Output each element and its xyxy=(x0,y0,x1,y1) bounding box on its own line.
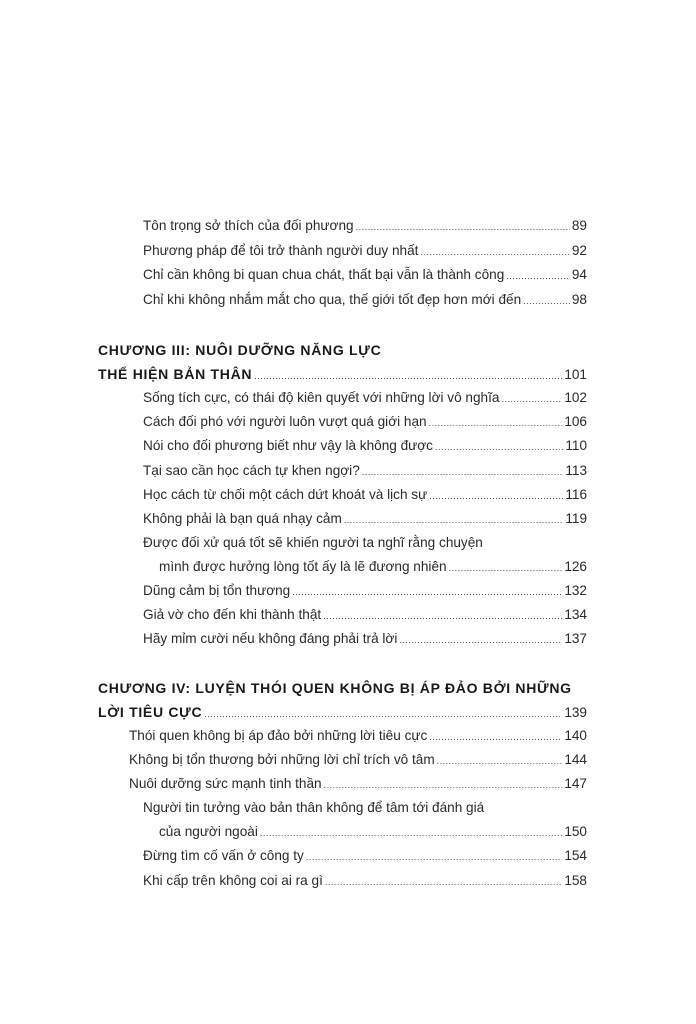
dot-leader xyxy=(429,491,563,501)
toc-entry-title: Phương pháp để tôi trở thành người duy nhất xyxy=(143,243,419,258)
toc-entry-page: 89 xyxy=(571,218,587,233)
dot-leader xyxy=(429,418,563,428)
dot-leader xyxy=(437,756,563,766)
toc-entry[interactable] xyxy=(143,583,587,598)
dot-leader xyxy=(260,828,562,838)
toc-entry[interactable] xyxy=(129,776,587,791)
chapter-page: 101 xyxy=(564,367,587,382)
toc-entry[interactable] xyxy=(143,607,587,622)
toc-entry-title: Không bị tổn thương bởi những lời chỉ trích vô tâm xyxy=(129,752,435,767)
toc-entry-page: 94 xyxy=(571,267,587,282)
toc-entry-page: 106 xyxy=(564,414,587,429)
toc-entry-title: Giả vờ cho đến khi thành thật xyxy=(143,607,322,622)
toc-entry-page: 158 xyxy=(564,873,587,888)
chapter-heading-line[interactable] xyxy=(98,366,587,382)
dot-leader xyxy=(362,467,564,477)
dot-leader xyxy=(449,563,563,573)
chapter-heading-title: THỂ HIỆN BẢN THÂN xyxy=(98,366,253,382)
toc-entry-title: Chỉ khi không nhắm mắt cho qua, thế giới tốt đẹp hơn mới đến xyxy=(143,292,522,307)
toc-entry[interactable] xyxy=(159,559,587,574)
toc-entry-title: mình được hưởng lòng tốt ấy là lẽ đương nhiên xyxy=(159,559,447,574)
toc-entry-page: 119 xyxy=(565,511,587,526)
toc-entry-title: của người ngoài xyxy=(159,824,258,839)
toc-entry[interactable] xyxy=(143,848,587,863)
toc-entry-page: 92 xyxy=(571,243,587,258)
toc-entry-title: Đừng tìm cố vấn ở công ty xyxy=(143,848,304,863)
chapter-heading-line[interactable] xyxy=(98,704,587,720)
toc-entry-page: 154 xyxy=(564,848,587,863)
toc-entry-title: Cách đối phó với người luôn vượt quá giới hạn xyxy=(143,414,427,429)
dot-leader xyxy=(325,877,562,887)
toc-entry-title: Dũng cảm bị tổn thương xyxy=(143,583,291,598)
dot-leader xyxy=(429,732,562,742)
toc-entry[interactable] xyxy=(143,218,587,233)
toc-entry-title: Tôn trọng sở thích của đối phương xyxy=(143,218,354,233)
toc-entry[interactable] xyxy=(143,438,587,453)
dot-leader xyxy=(344,515,564,525)
dot-leader xyxy=(523,296,570,306)
dot-leader xyxy=(435,442,563,452)
dot-leader xyxy=(420,247,569,257)
toc-entry-title-line[interactable]: Người tin tưởng vào bản thân không để tâm tới đánh giá xyxy=(143,800,485,815)
toc-entry[interactable] xyxy=(143,873,587,888)
toc-entry[interactable] xyxy=(143,631,587,646)
toc-entry[interactable] xyxy=(143,414,587,429)
toc-entry-title: Nuôi dưỡng sức mạnh tinh thần xyxy=(129,776,322,791)
toc-entry[interactable] xyxy=(129,752,587,767)
toc-entry-title: Nói cho đối phương biết như vậy là không được xyxy=(143,438,433,453)
dot-leader xyxy=(306,852,562,862)
toc-entry-page: 102 xyxy=(564,390,587,405)
toc-entry-title: Sống tích cực, có thái độ kiên quyết với những lời vô nghĩa xyxy=(143,390,500,405)
toc-entry-title: Tại sao cần học cách tự khen ngợi? xyxy=(143,463,360,478)
toc-entry-title: Hãy mỉm cười nếu không đáng phải trả lời xyxy=(143,631,398,646)
toc-entry-page: 116 xyxy=(565,487,587,502)
toc-entry[interactable] xyxy=(143,292,587,307)
toc-entry[interactable] xyxy=(143,463,587,478)
toc-entry[interactable] xyxy=(143,511,587,526)
chapter-heading[interactable]: CHƯƠNG III: NUÔI DƯỠNG NĂNG LỰC xyxy=(98,342,382,358)
dot-leader xyxy=(501,394,562,404)
dot-leader xyxy=(323,611,562,621)
toc-entry-page: 147 xyxy=(564,776,587,791)
dot-leader xyxy=(254,371,562,381)
toc-entry[interactable] xyxy=(159,824,587,839)
toc-entry[interactable] xyxy=(143,487,587,502)
toc-entry-title: Học cách từ chối một cách dứt khoát và lịch sự xyxy=(143,487,428,502)
toc-entry-title: Không phải là bạn quá nhạy cảm xyxy=(143,511,342,526)
toc-entry-page: 134 xyxy=(564,607,587,622)
toc-entry-page: 113 xyxy=(565,463,587,478)
toc-entry-page: 110 xyxy=(565,438,587,453)
chapter-page: 139 xyxy=(564,705,587,720)
dot-leader xyxy=(506,271,570,281)
dot-leader xyxy=(204,709,562,719)
toc-entry-page: 144 xyxy=(564,752,587,767)
toc-entry-title: Khi cấp trên không coi ai ra gì xyxy=(143,873,323,888)
dot-leader xyxy=(399,635,562,645)
toc-entry[interactable] xyxy=(129,728,587,743)
chapter-heading[interactable]: CHƯƠNG IV: LUYỆN THÓI QUEN KHÔNG BỊ ÁP ĐẢO BỞI NHỮNG xyxy=(98,680,572,696)
toc-entry[interactable] xyxy=(143,390,587,405)
toc-entry-page: 126 xyxy=(564,559,587,574)
toc-entry-page: 132 xyxy=(564,583,587,598)
dot-leader xyxy=(292,587,562,597)
toc-entry-title: Chỉ cần không bi quan chua chát, thất bại vẫn là thành công xyxy=(143,267,505,282)
toc-entry[interactable] xyxy=(143,267,587,282)
toc-entry-title: Thói quen không bị áp đảo bởi những lời tiêu cực xyxy=(129,728,428,743)
toc-entry-page: 140 xyxy=(564,728,587,743)
toc-entry[interactable] xyxy=(143,243,587,258)
toc-entry-page: 150 xyxy=(564,824,587,839)
toc-entry-page: 98 xyxy=(571,292,587,307)
dot-leader xyxy=(324,780,563,790)
chapter-heading-title: LỜI TIÊU CỰC xyxy=(98,704,203,720)
toc-entry-title-line[interactable]: Được đối xử quá tốt sẽ khiến người ta nghĩ rằng chuyện xyxy=(143,535,483,550)
dot-leader xyxy=(356,222,570,232)
toc-entry-page: 137 xyxy=(564,631,587,646)
